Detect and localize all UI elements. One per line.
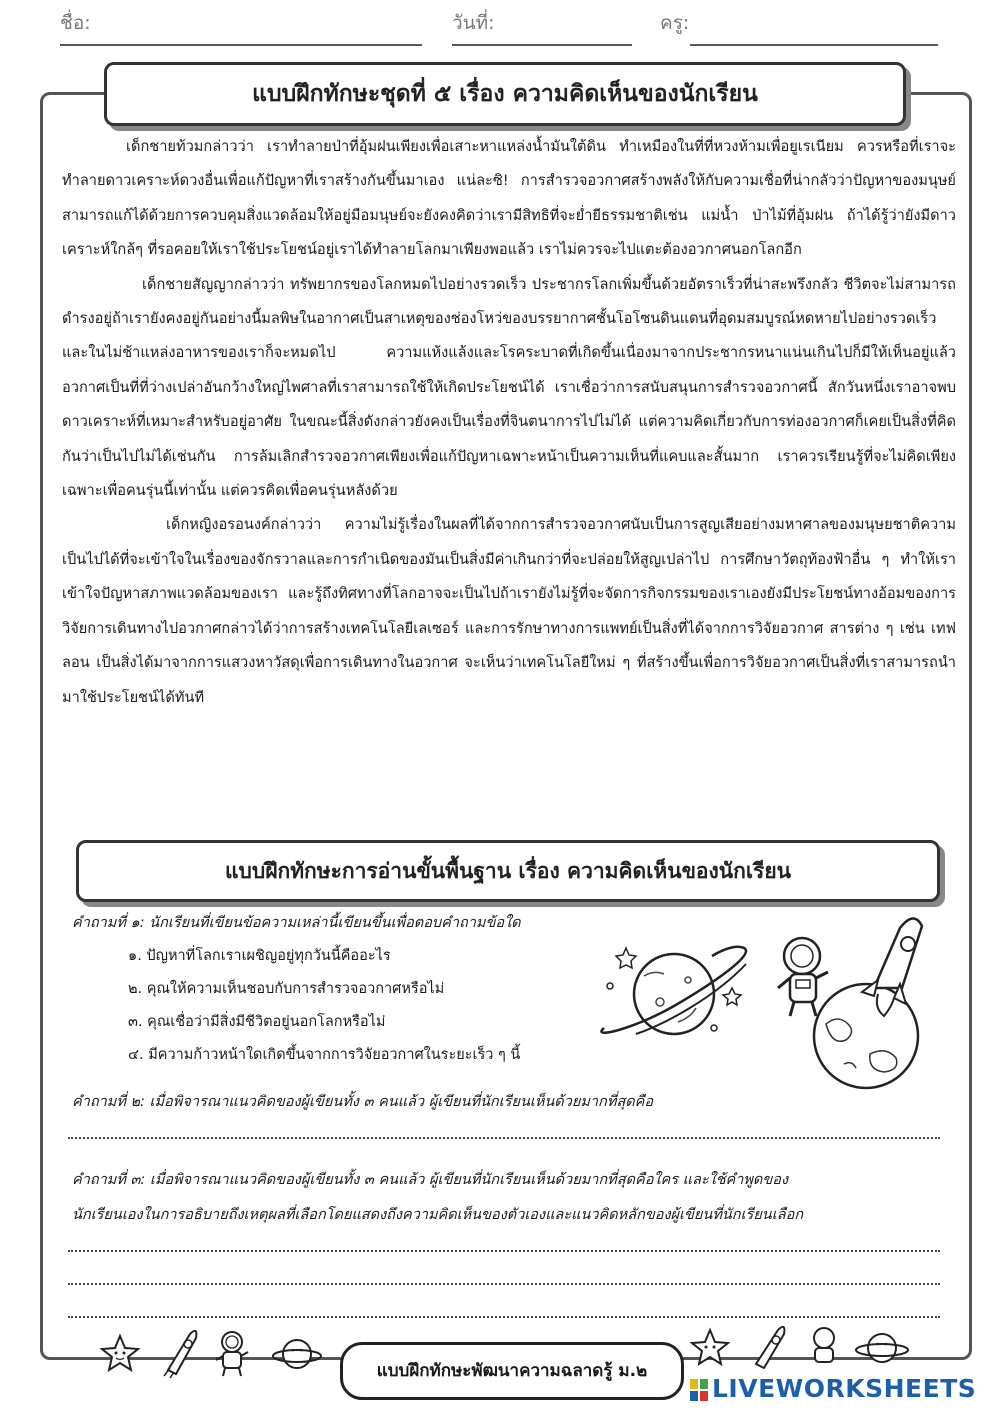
q1-option-2[interactable]: ๒. คุณให้ความเห็นชอบกับการสำรวจอวกาศหรือไม่ (128, 981, 445, 997)
passage-paragraph-2: เด็กชายสัญญากล่าวว่า ทรัพยากรของโลกหมดไปอย่างรวดเร็ว ประชากรโลกเพิ่มขึ้นด้วยอัตราเร็วที่น่าสะพรึงกลัว ชีวิตจะไม่สามารถดำรงอยู่ถ้าเรายังคงอยู่กันอย่างนี้มลพิษในอากาศเป็นสาเหตุของช่องโหว่ของบรรยากาศชั้นโอโซนดินแดนที่อุดมสมบูรณ์หดหายไปอย่างรวดเร็ว และในไม่ช้าแหล่งอาหารของเราก็จะหมดไป ความแห้งแล้งและโรคระบาดที่เกิดขึ้นเนื่องมาจากประชากรหนาแน่นเกินไปก็มีให้เห็นอยู่แล้ว อวกาศเป็นที่ที่ว่างเปล่าอันกว้างใหญ่ไพศาลที่เราสามารถใช้ให้เกิดประโยชน์ได้ เราเชื่อว่าการสนับสนุนการสำรวจอวกาศนี้ สักวันหนึ่งเราอาจพบดาวเคราะห์ที่เหมาะสำหรับอยู่อาศัย ในขณะนี้สิ่งดังกล่าวยังคงเป็นเรื่องที่จินตนาการไปไม่ได้ แต่ความคิดเกี่ยวกับการท่องอวกาศก็เคยเป็นสิ่งที่คิดกันว่าเป็นไปไม่ได้เช่นกัน การล้มเลิกสำรวจอวกาศเพียงเพื่อแก้ปัญหาเฉพาะหน้าเป็นความเห็นที่แคบและสั้นมาก เราควรเรียนรู้ที่จะไม่คิดเพียงเฉพาะเพื่อคนรุ่นนี้เท่านั้น แต่ควรคิดเพื่อคนรุ่นหลังด้วย (62, 275, 956, 500)
question-2: คำถามที่ ๒: เมื่อพิจารณาแนวคิดของผู้เขียนทั้ง ๓ คนแล้ว ผู้เขียนที่นักเรียนเห็นด้วยมากที่สุดคือ (72, 1094, 654, 1110)
planet-face-right-icon (852, 1328, 912, 1368)
teacher-label: ครู: (660, 12, 690, 34)
main-title: แบบฝึกทักษะชุดที่ ๕ เรื่อง ความคิดเห็นของนักเรียน (104, 62, 906, 126)
q3-answer-line-3[interactable] (68, 1316, 940, 1318)
star-face-icon (100, 1334, 140, 1374)
question-1: คำถามที่ ๑: นักเรียนที่เขียนข้อความเหล่านี้เขียนขึ้นเพื่อตอบคำถามข้อใด (72, 915, 521, 931)
rocket-right-icon (748, 1324, 788, 1368)
name-line[interactable] (60, 44, 422, 46)
reading-passage (62, 130, 956, 715)
q1-option-4[interactable]: ๔. มีความก้าวหน้าใดเกิดขึ้นจากการวิจัยอวกาศในระยะเร็ว ๆ นี้ (128, 1047, 521, 1063)
question-3-line-1: คำถามที่ ๓: เมื่อพิจารณาแนวคิดของผู้เขียนทั้ง ๓ คนแล้ว ผู้เขียนที่นักเรียนเห็นด้วยมากที่สุดคือใคร และใช้คำพูดของ (72, 1172, 789, 1188)
astronaut-rocket-icon (774, 914, 944, 1090)
saturn-planet-icon (596, 936, 756, 1056)
q3-answer-line-1[interactable] (68, 1250, 940, 1252)
passage-paragraph-3: เด็กหญิงอรอนงค์กล่าวว่า ความไม่รู้เรื่องในผลที่ได้จากการสำรวจอวกาศนับเป็นการสูญเสียอย่างมหาศาลของมนุษยชาติความเป็นไปได้ที่จะเข้าใจในเรื่องของจักรวาลและการกำเนิดของมันเป็นสิ่งมีค่าเกินกว่าที่จะปล่อยให้สูญเปล่าไป การศึกษาวัตถุท้องฟ้าอื่น ๆ ทำให้เราเข้าใจปัญหาสภาพแวดล้อมของเรา และรู้ถึงทิศทางที่โลกอาจจะเป็นไปถ้าเรายังไม่รู้ที่จะจัดการกิจกรรมของเราเองยังมีประโยชน์ทางอ้อมของการวิจัยการเดินทางไปอวกาศกล่าวได้ว่าการสร้างเทคโนโลยีเลเซอร์ และการรักษาทางการแพทย์เป็นสิ่งที่ได้จากการวิจัยอวกาศ สารต่าง ๆ เช่น เทฟลอน เป็นสิ่งได้มาจากการแสวงหาวัสดุเพื่อการเดินทางในอวกาศ จะเห็นว่าเทคโนโลยีใหม่ ๆ ที่สร้างขึ้นเพื่อการวิจัยอวกาศเป็นสิ่งที่เราสามารถนำมาใช้ประโยชน์ได้ทันที (62, 516, 956, 706)
astronaut-right-icon (804, 1326, 844, 1370)
q1-option-1[interactable]: ๑. ปัญหาที่โลกเราเผชิญอยู่ทุกวันนี้คืออะไร (128, 948, 391, 964)
q2-answer-line[interactable] (68, 1137, 940, 1139)
question-1-options (128, 940, 520, 1072)
question-3-line-2: นักเรียนเองในการอธิบายถึงเหตุผลที่เลือกโดยแสดงถึงความคิดเห็นของตัวเองและแนวคิดหลักของผู้เขียนที่นักเรียนเลือก (72, 1207, 804, 1223)
star-face-right-icon (690, 1328, 730, 1368)
q3-answer-line-2[interactable] (68, 1283, 940, 1285)
teacher-line[interactable] (690, 44, 938, 46)
planet-face-icon (272, 1334, 322, 1374)
date-label: วันที่: (452, 12, 495, 34)
passage-paragraph-1: เด็กชายท้วมกล่าวว่า เราทำลายป่าที่อุ้มฝนเพียงเพื่อเสาะหาแหล่งน้ำมันใต้ดิน ทำเหมืองในที่ที่หวงห้ามเพื่อยูเรเนียม ควรหรือที่เราจะทำลายดาวเคราะห์ดวงอื่นเพื่อแก้ปัญหาที่เราสร้างกันขึ้นมาเอง แน่ละซิ! การสำรวจอวกาศสร้างพลังให้กับความเชื่อที่น่ากลัวว่าปัญหาของมนุษย์สามารถแก้ได้ด้วยการควบคุมสิ่งแวดล้อมให้อยู่มือมนุษย์จะยังคงคิดว่าเรามีสิทธิที่จะย่ำยีธรรมชาติเช่น แม่น้ำ ป่าไม้ที่อุ้มฝน ถ้าได้รู้ว่ายังมีดาวเคราะห์ใกล้ๆ ที่รอคอยให้เราใช้ประโยชน์อยู่เราได้ทำลายโลกมาเพียงพอแล้ว เราไม่ควรจะไปแตะต้องอวกาศนอกโลกอีก (62, 138, 956, 259)
q1-option-3[interactable]: ๓. คุณเชื่อว่ามีสิ่งมีชีวิตอยู่นอกโลกหรือไม่ (128, 1014, 386, 1030)
brand-watermark[interactable]: LIVEWORKSHEETS (712, 1374, 977, 1403)
name-label: ชื่อ: (60, 12, 91, 34)
astronaut-icon (212, 1330, 252, 1378)
rocket-icon (160, 1328, 200, 1378)
footer-label: แบบฝึกทักษะพัฒนาความฉลาดรู้ ม.๒ (340, 1342, 684, 1400)
date-line[interactable] (452, 44, 632, 46)
liveworksheets-logo-icon (690, 1379, 708, 1401)
section-title: แบบฝึกทักษะการอ่านขั้นพื้นฐาน เรื่อง ความคิดเห็นของนักเรียน (76, 840, 940, 902)
